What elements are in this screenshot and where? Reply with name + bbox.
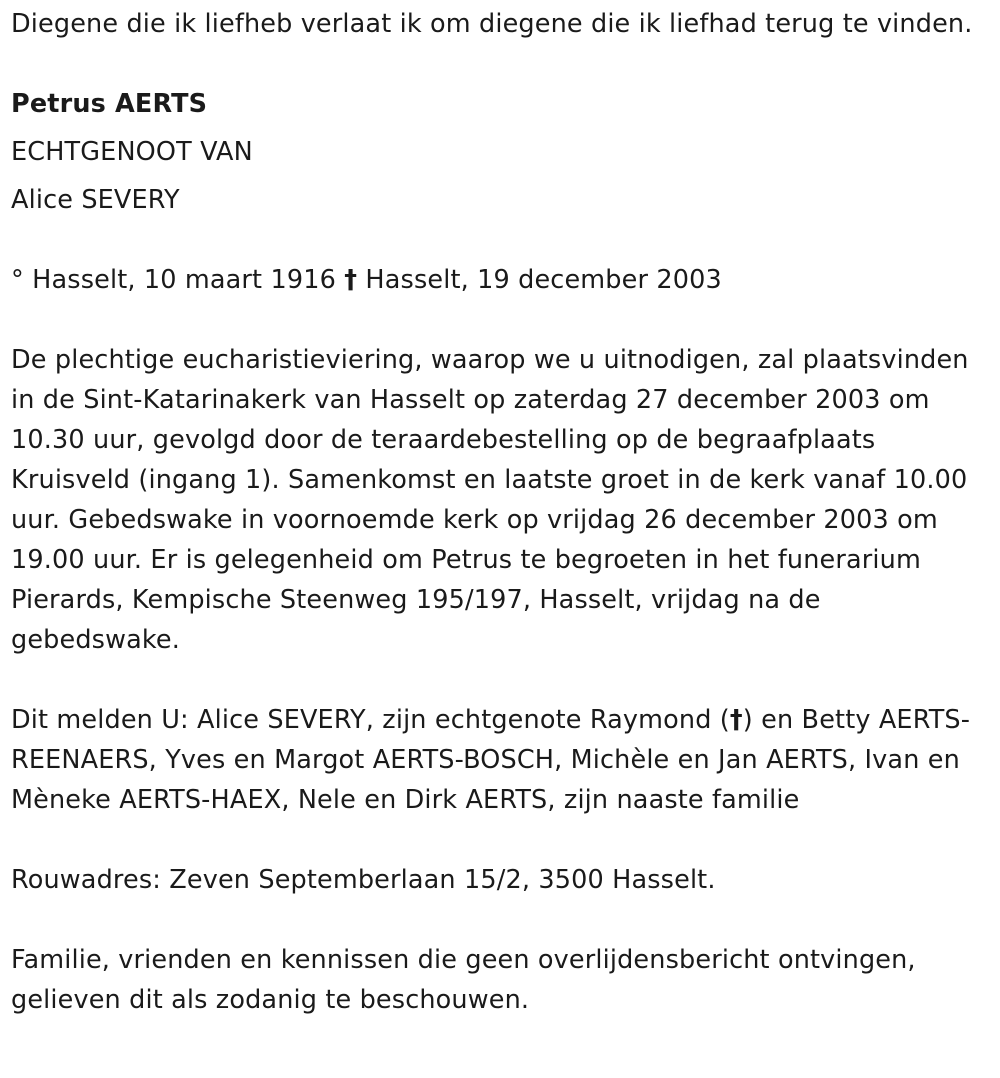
- opening-quote: Diegene die ik liefheb verlaat ik om diegene die ik liefhad terug te vinden.: [11, 9, 973, 39]
- cross-icon: †: [729, 705, 743, 735]
- relation-label: ECHTGENOOT VAN: [11, 137, 253, 167]
- announcement-paragraph: [11, 700, 991, 820]
- closing-paragraph: Familie, vrienden en kennissen die geen overlijdensbericht ontvingen, gelieven dit als zodanig te beschouwen.: [11, 945, 916, 1015]
- deceased-name: Petrus AERTS: [11, 89, 208, 119]
- life-dates: [11, 260, 991, 300]
- cross-icon: †: [344, 265, 358, 295]
- mourning-address: Rouwadres: Zeven Septemberlaan 15/2, 3500 Hasselt.: [11, 865, 716, 895]
- birth-symbol: °: [11, 265, 24, 295]
- spouse-name: Alice SEVERY: [11, 185, 180, 215]
- birth-date: Hasselt, 10 maart 1916: [32, 265, 336, 295]
- announcement-text-start: Dit melden U: Alice SEVERY, zijn echtgenote Raymond (: [11, 705, 730, 735]
- death-date: Hasselt, 19 december 2003: [365, 265, 722, 295]
- obituary-document: [11, 4, 991, 1020]
- announcement-text-end: ) en Betty AERTS-REENAERS, Yves en Margot AERTS-BOSCH, Michèle en Jan AERTS, Ivan en Mèneke AERTS-HAEX, Nele en Dirk AERTS, zijn naaste familie: [11, 705, 971, 815]
- ceremony-paragraph: De plechtige eucharistieviering, waarop we u uitnodigen, zal plaatsvinden in de Sint-Katarinakerk van Hasselt op zaterdag 27 december 2003 om 10.30 uur, gevolgd door de teraardebestelling op de begraafplaats Kruisveld (ingang 1). Samenkomst en laatste groet in de kerk vanaf 10.00 uur. Gebedswake in voornoemde kerk op vrijdag 26 december 2003 om 19.00 uur. Er is gelegenheid om Petrus te begroeten in het funerarium Pierards, Kempische Steenweg 195/197, Hasselt, vrijdag na de gebedswake.: [11, 345, 969, 655]
